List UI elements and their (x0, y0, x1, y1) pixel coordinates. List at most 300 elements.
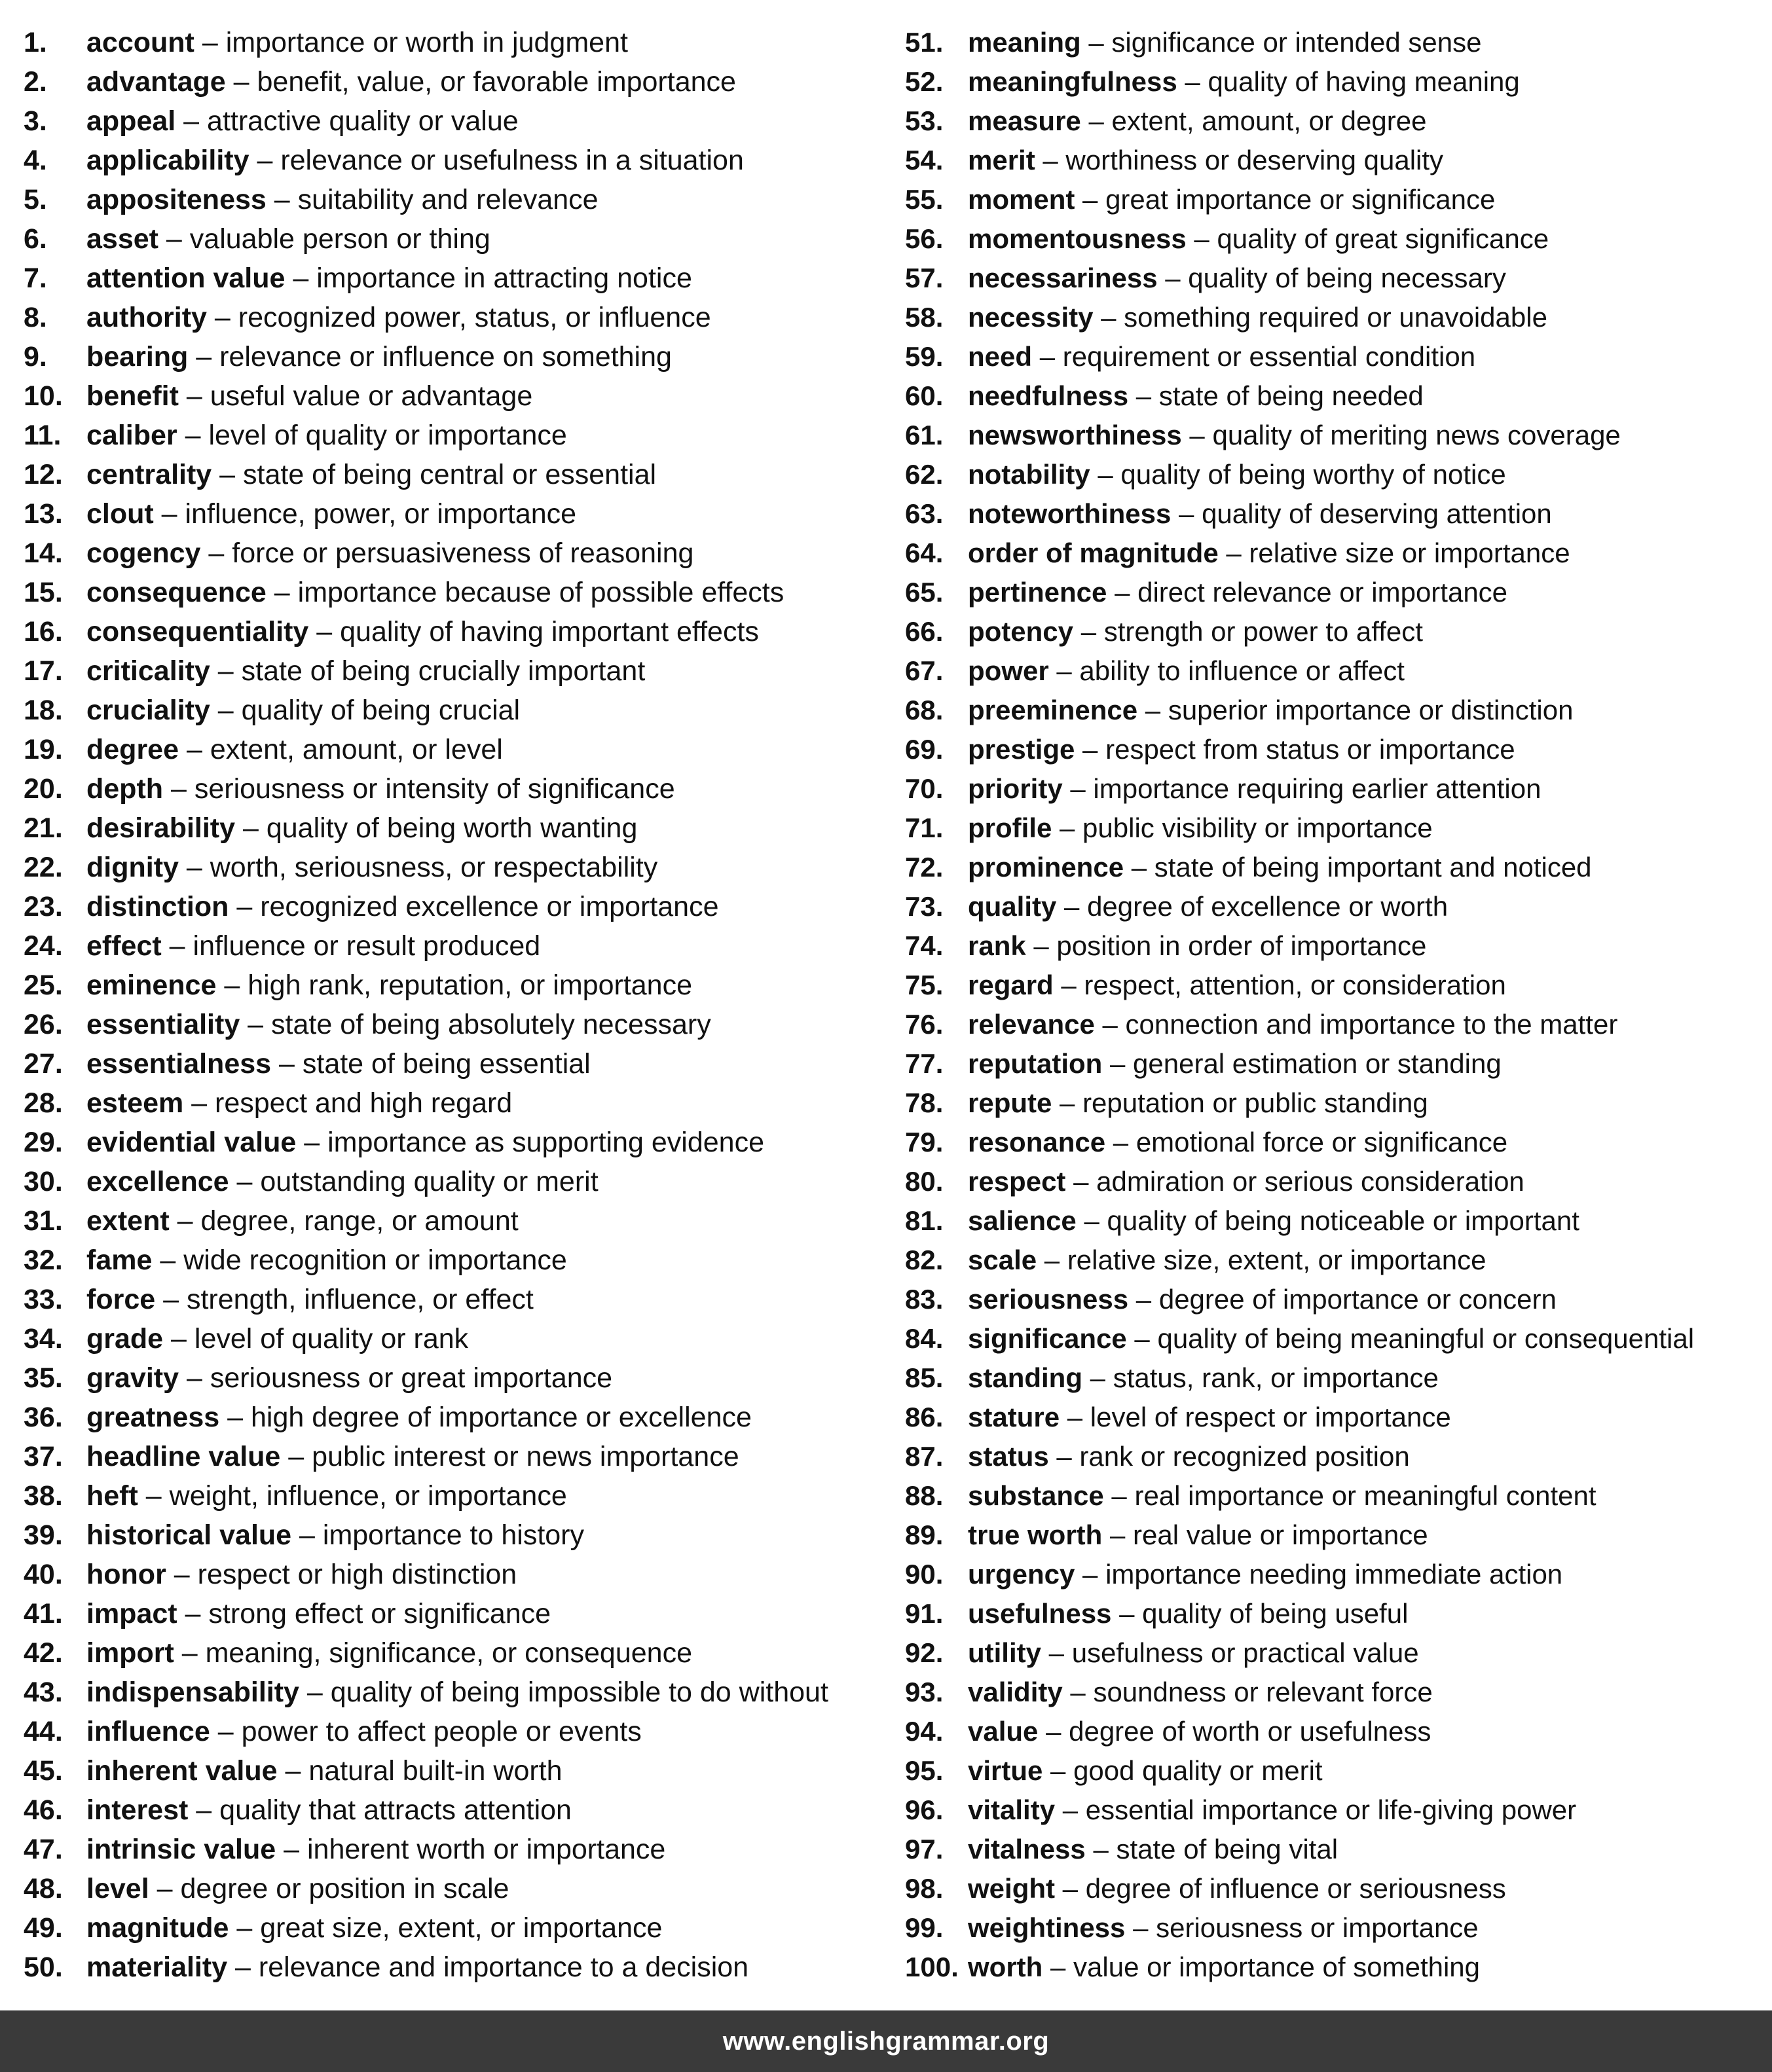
entry-number: 74. (905, 930, 944, 961)
entry-number: 43. (24, 1677, 63, 1708)
entry-term: moment (968, 184, 1075, 215)
entry-definition: influence, power, or importance (185, 498, 577, 530)
entry-term: merit (968, 145, 1035, 175)
entry-separator: – (1075, 184, 1106, 215)
entry-number: 14. (24, 537, 63, 569)
entry-definition: good quality or merit (1073, 1755, 1323, 1786)
list-item (24, 1712, 895, 1751)
entry-separator: – (1052, 1087, 1083, 1118)
entry-term: worth (968, 1952, 1043, 1982)
entry-definition: emotional force or significance (1135, 1127, 1508, 1157)
entry-term: fame (86, 1245, 153, 1276)
entry-definition: general estimation or standing (1133, 1048, 1502, 1079)
list-item (24, 337, 895, 376)
entry-term: materiality (86, 1952, 228, 1983)
entry-term: intrinsic value (86, 1834, 276, 1865)
entry-number: 61. (905, 420, 944, 450)
entry-definition: importance or worth in judgment (225, 27, 628, 58)
entry-separator: – (225, 66, 257, 98)
list-item (905, 1005, 1763, 1044)
list-item (905, 769, 1763, 809)
entry-separator: – (1062, 773, 1094, 804)
entry-separator: – (200, 537, 232, 569)
entry-definition: state of being central or essential (243, 459, 657, 490)
entry-term: level (86, 1873, 149, 1904)
entry-term: distinction (86, 891, 229, 922)
entry-separator: – (1157, 263, 1189, 293)
entry-definition: quality of being meaningful or consequential (1157, 1323, 1695, 1354)
list-item (24, 1555, 895, 1594)
list-item (905, 848, 1763, 887)
entry-term: validity (968, 1677, 1063, 1707)
entry-number: 12. (24, 459, 63, 490)
entry-number: 57. (905, 263, 944, 293)
entry-term: cruciality (86, 695, 210, 726)
entry-number: 80. (905, 1166, 944, 1197)
entry-definition: quality of being crucial (241, 695, 521, 726)
entry-definition: ability to influence or affect (1079, 655, 1405, 686)
list-item (905, 416, 1763, 455)
entry-separator: – (138, 1480, 170, 1512)
entry-number: 58. (905, 302, 944, 333)
entry-separator: – (1126, 1323, 1158, 1354)
list-item (905, 1948, 1763, 1987)
list-item (905, 612, 1763, 651)
entry-term: power (968, 655, 1049, 686)
entry-separator: – (1025, 930, 1057, 961)
entry-separator: – (229, 1166, 261, 1197)
entry-term: virtue (968, 1755, 1043, 1786)
entry-number: 11. (24, 420, 62, 451)
entry-term: benefit (86, 380, 179, 412)
entry-definition: worthiness or deserving quality (1065, 145, 1444, 175)
entry-term: utility (968, 1637, 1041, 1668)
entry-definition: public interest or news importance (312, 1441, 739, 1472)
entry-separator: – (1076, 1205, 1107, 1236)
entry-definition: relevance or influence on something (219, 341, 672, 373)
entry-definition: strength, influence, or effect (186, 1284, 534, 1315)
list-item (24, 612, 895, 651)
entry-number: 42. (24, 1637, 63, 1669)
entry-number: 22. (24, 852, 63, 883)
entry-definition: force or persuasiveness of reasoning (232, 537, 694, 569)
entry-separator: – (1053, 970, 1084, 1000)
entry-term: grade (86, 1323, 164, 1354)
entry-separator: – (175, 105, 208, 137)
list-item (24, 298, 895, 337)
entry-definition: respect or high distinction (197, 1559, 517, 1590)
entry-separator: – (296, 1127, 328, 1158)
entry-definition: public visibility or importance (1082, 812, 1433, 843)
entry-separator: – (219, 1402, 251, 1433)
entry-separator: – (179, 1362, 210, 1394)
entry-number: 60. (905, 380, 944, 411)
entry-term: pertinence (968, 577, 1107, 608)
entry-separator: – (229, 891, 261, 922)
entry-term: notability (968, 459, 1090, 490)
entry-definition: quality of being necessary (1188, 263, 1506, 293)
list-item (905, 1280, 1763, 1319)
list-item (24, 1790, 895, 1830)
entry-term: seriousness (968, 1284, 1129, 1315)
entry-separator: – (1128, 380, 1159, 411)
entry-term: import (86, 1637, 174, 1669)
entry-definition: importance because of possible effects (297, 577, 784, 608)
site-url[interactable]: www.englishgrammar.org (722, 2026, 1050, 2056)
entry-number: 54. (905, 145, 944, 175)
entry-definition: reputation or public standing (1082, 1087, 1428, 1118)
entry-term: weight (968, 1873, 1055, 1904)
list-item (905, 455, 1763, 494)
entry-number: 27. (24, 1048, 63, 1080)
list-item (24, 534, 895, 573)
entry-separator: – (1073, 616, 1104, 647)
entry-definition: inherent worth or importance (306, 1834, 666, 1865)
list-item (24, 1751, 895, 1790)
list-item (905, 494, 1763, 534)
list-item (24, 1241, 895, 1280)
entry-number: 39. (24, 1519, 63, 1551)
entry-definition: suitability and relevance (297, 184, 599, 215)
entry-separator: – (291, 1519, 323, 1551)
entry-separator: – (179, 734, 210, 765)
entry-definition: usefulness or practical value (1071, 1637, 1419, 1668)
entry-separator: – (1171, 498, 1202, 529)
entry-definition: degree, range, or amount (200, 1205, 519, 1237)
entry-term: usefulness (968, 1598, 1112, 1629)
list-item (905, 1123, 1763, 1162)
entry-definition: importance as supporting evidence (327, 1127, 764, 1158)
list-item (905, 1712, 1763, 1751)
entry-term: effect (86, 930, 162, 962)
list-item (905, 101, 1763, 141)
entry-definition: superior importance or distinction (1168, 695, 1574, 725)
entry-definition: quality of being impossible to do without (330, 1677, 828, 1708)
entry-term: urgency (968, 1559, 1075, 1590)
entry-definition: state of being vital (1116, 1834, 1338, 1864)
entry-definition: importance to history (322, 1519, 585, 1551)
entry-number: 46. (24, 1794, 63, 1826)
entry-definition: importance needing immediate action (1105, 1559, 1563, 1590)
list-item (24, 219, 895, 259)
entry-term: advantage (86, 66, 226, 98)
list-item (905, 1241, 1763, 1280)
entry-term: prominence (968, 852, 1124, 882)
entry-definition: great size, extent, or importance (260, 1912, 663, 1944)
entry-separator: – (1102, 1048, 1134, 1079)
entry-separator: – (1043, 1952, 1074, 1982)
entry-separator: – (1125, 1912, 1156, 1943)
entry-definition: great importance or significance (1105, 184, 1496, 215)
entry-separator: – (1124, 852, 1154, 882)
entry-definition: benefit, value, or favorable importance (257, 66, 736, 98)
entry-term: vitalness (968, 1834, 1086, 1864)
entry-term: stature (968, 1402, 1060, 1432)
list-item (905, 1162, 1763, 1201)
entry-definition: quality of deserving attention (1202, 498, 1552, 529)
entry-separator: – (1177, 66, 1208, 97)
entry-number: 87. (905, 1441, 944, 1472)
entry-term: degree (86, 734, 179, 765)
entry-number: 96. (905, 1794, 944, 1825)
word-list-column-left (24, 23, 895, 1987)
entry-term: needfulness (968, 380, 1129, 411)
entry-definition: respect, attention, or consideration (1084, 970, 1506, 1000)
list-item (24, 573, 895, 612)
list-item (24, 1162, 895, 1201)
entry-term: weightiness (968, 1912, 1126, 1943)
list-item (905, 1594, 1763, 1633)
list-item (24, 1437, 895, 1476)
entry-term: order of magnitude (968, 537, 1219, 568)
entry-separator: – (229, 1912, 261, 1944)
list-item (905, 887, 1763, 926)
entry-definition: degree of importance or concern (1158, 1284, 1557, 1315)
entry-separator: – (271, 1048, 303, 1080)
entry-separator: – (210, 695, 242, 726)
list-item (24, 23, 895, 62)
entry-definition: seriousness or great importance (210, 1362, 613, 1394)
entry-term: gravity (86, 1362, 179, 1394)
entry-separator: – (280, 1441, 312, 1472)
entry-definition: essential importance or life-giving power (1085, 1794, 1577, 1825)
entry-term: measure (968, 105, 1081, 136)
entry-definition: weight, influence, or importance (169, 1480, 567, 1512)
entry-term: standing (968, 1362, 1082, 1393)
entry-number: 67. (905, 655, 944, 686)
entry-definition: respect and high regard (215, 1087, 513, 1119)
entry-number: 29. (24, 1127, 63, 1158)
entry-definition: quality of having important effects (340, 616, 759, 647)
list-item (905, 1358, 1763, 1398)
entry-term: historical value (86, 1519, 292, 1551)
list-item (905, 966, 1763, 1005)
entry-number: 59. (905, 341, 944, 372)
entry-number: 51. (905, 27, 944, 58)
list-item (24, 809, 895, 848)
entry-number: 20. (24, 773, 63, 805)
entry-separator: – (1082, 1362, 1113, 1393)
list-item (24, 455, 895, 494)
entry-separator: – (183, 1087, 215, 1119)
entry-definition: value or importance of something (1073, 1952, 1481, 1982)
entry-definition: strength or power to affect (1103, 616, 1423, 647)
entry-number: 41. (24, 1598, 63, 1629)
entry-term: repute (968, 1087, 1052, 1118)
entry-definition: real importance or meaningful content (1134, 1480, 1597, 1511)
entry-separator: – (1075, 734, 1106, 765)
entry-definition: extent, amount, or level (210, 734, 503, 765)
entry-definition: quality of meriting news coverage (1212, 420, 1621, 450)
entry-number: 30. (24, 1166, 63, 1197)
entry-term: substance (968, 1480, 1104, 1511)
entry-separator: – (1055, 1794, 1086, 1825)
entry-separator: – (1181, 420, 1213, 450)
entry-definition: quality that attracts attention (219, 1794, 572, 1826)
entry-separator: – (161, 930, 193, 962)
entry-number: 17. (24, 655, 63, 687)
entry-term: authority (86, 302, 207, 333)
entry-separator: – (266, 577, 298, 608)
entry-definition: something required or unavoidable (1124, 302, 1547, 333)
entry-term: account (86, 27, 194, 58)
entry-definition: meaning, significance, or consequence (205, 1637, 693, 1669)
entry-term: status (968, 1441, 1049, 1472)
entry-number: 40. (24, 1559, 63, 1590)
entry-separator: – (177, 420, 209, 451)
entry-definition: admiration or serious consideration (1096, 1166, 1524, 1197)
entry-separator: – (1065, 1166, 1097, 1197)
entry-definition: direct relevance or importance (1137, 577, 1508, 608)
entry-separator: – (1032, 341, 1063, 372)
entry-term: indispensability (86, 1677, 299, 1708)
entry-term: prestige (968, 734, 1075, 765)
entry-term: momentousness (968, 223, 1187, 254)
entry-number: 24. (24, 930, 63, 962)
entry-definition: valuable person or thing (189, 223, 490, 255)
entry-term: scale (968, 1245, 1037, 1275)
entry-term: attention value (86, 263, 286, 294)
list-item (905, 534, 1763, 573)
site-footer (0, 2010, 1772, 2072)
entry-separator: – (194, 27, 226, 58)
entry-separator: – (1103, 1480, 1135, 1511)
list-item (905, 337, 1763, 376)
entry-term: impact (86, 1598, 177, 1629)
entry-definition: quality of great significance (1217, 223, 1549, 254)
entry-number: 7. (24, 263, 47, 294)
entry-definition: relevance or usefulness in a situation (280, 145, 744, 176)
list-item (905, 651, 1763, 691)
entry-number: 31. (24, 1205, 63, 1237)
list-item (24, 1358, 895, 1398)
entry-number: 13. (24, 498, 63, 530)
list-item (905, 809, 1763, 848)
list-item (24, 1633, 895, 1673)
entry-number: 32. (24, 1245, 63, 1276)
entry-term: quality (968, 891, 1057, 922)
entry-term: meaning (968, 27, 1081, 58)
entry-term: respect (968, 1166, 1066, 1197)
list-item (905, 298, 1763, 337)
entry-term: noteworthiness (968, 498, 1172, 529)
entry-number: 26. (24, 1009, 63, 1040)
list-item (905, 1633, 1763, 1673)
entry-number: 38. (24, 1480, 63, 1512)
list-item (24, 1516, 895, 1555)
entry-definition: requirement or essential condition (1062, 341, 1476, 372)
entry-definition: degree of influence or seriousness (1085, 1873, 1506, 1904)
entry-separator: – (1186, 223, 1217, 254)
entry-separator: – (266, 184, 298, 215)
entry-definition: attractive quality or value (207, 105, 519, 137)
entry-number: 71. (905, 812, 944, 843)
entry-number: 98. (905, 1873, 944, 1904)
entry-definition: degree or position in scale (180, 1873, 509, 1904)
list-item (24, 769, 895, 809)
entry-separator: – (169, 1205, 201, 1237)
entry-separator: – (1035, 145, 1066, 175)
entry-separator: – (210, 1716, 242, 1747)
entry-definition: soundness or relevant force (1093, 1677, 1433, 1707)
entry-number: 45. (24, 1755, 63, 1787)
list-item (905, 1201, 1763, 1241)
entry-term: clout (86, 498, 154, 530)
entry-definition: strong effect or significance (208, 1598, 551, 1629)
entry-definition: high rank, reputation, or importance (248, 970, 693, 1001)
entry-term: influence (86, 1716, 210, 1747)
entry-separator: – (249, 145, 281, 176)
entry-definition: rank or recognized position (1079, 1441, 1410, 1472)
list-item (24, 966, 895, 1005)
entry-separator: – (1218, 537, 1249, 568)
entry-number: 73. (905, 891, 944, 922)
entry-definition: influence or result produced (193, 930, 541, 962)
entry-number: 63. (905, 498, 944, 529)
entry-term: extent (86, 1205, 170, 1237)
entry-separator: – (227, 1952, 259, 1983)
entry-definition: state of being essential (302, 1048, 591, 1080)
list-item (24, 1044, 895, 1083)
entry-definition: relative size or importance (1249, 537, 1570, 568)
list-item (24, 1123, 895, 1162)
entry-definition: real value or importance (1133, 1519, 1428, 1550)
entry-separator: – (285, 263, 317, 294)
list-item (24, 1830, 895, 1869)
entry-number: 100. (905, 1952, 959, 1982)
list-item (905, 1516, 1763, 1555)
entry-separator: – (1090, 459, 1121, 490)
entry-term: necessariness (968, 263, 1158, 293)
entry-separator: – (1075, 1559, 1106, 1590)
entry-definition: degree of worth or usefulness (1069, 1716, 1431, 1747)
list-item (24, 1476, 895, 1516)
entry-term: eminence (86, 970, 217, 1001)
list-item (24, 1083, 895, 1123)
entry-number: 19. (24, 734, 63, 765)
entry-term: consequentiality (86, 616, 309, 647)
entry-term: value (968, 1716, 1039, 1747)
entry-separator: – (1043, 1755, 1074, 1786)
entry-separator: – (155, 1284, 187, 1315)
entry-definition: quality of being worthy of notice (1120, 459, 1506, 490)
entry-definition: level of quality or rank (194, 1323, 469, 1354)
list-item (24, 1594, 895, 1633)
entry-separator: – (152, 1245, 184, 1276)
list-item (905, 376, 1763, 416)
list-item (24, 730, 895, 769)
entry-term: preeminence (968, 695, 1138, 725)
entry-term: evidential value (86, 1127, 297, 1158)
entry-separator: – (178, 852, 210, 883)
entry-number: 85. (905, 1362, 944, 1393)
entry-number: 79. (905, 1127, 944, 1157)
entry-separator: – (1128, 1284, 1159, 1315)
list-item (24, 1948, 895, 1987)
entry-term: depth (86, 773, 164, 805)
entry-separator: – (1093, 302, 1124, 333)
entry-definition: state of being needed (1158, 380, 1424, 411)
entry-number: 16. (24, 616, 63, 647)
entry-number: 3. (24, 105, 47, 137)
entry-number: 70. (905, 773, 944, 804)
entry-term: significance (968, 1323, 1127, 1354)
entry-number: 6. (24, 223, 47, 255)
entry-term: desirability (86, 812, 236, 844)
entry-separator: – (1048, 1441, 1080, 1472)
entry-number: 72. (905, 852, 944, 882)
entry-number: 97. (905, 1834, 944, 1864)
